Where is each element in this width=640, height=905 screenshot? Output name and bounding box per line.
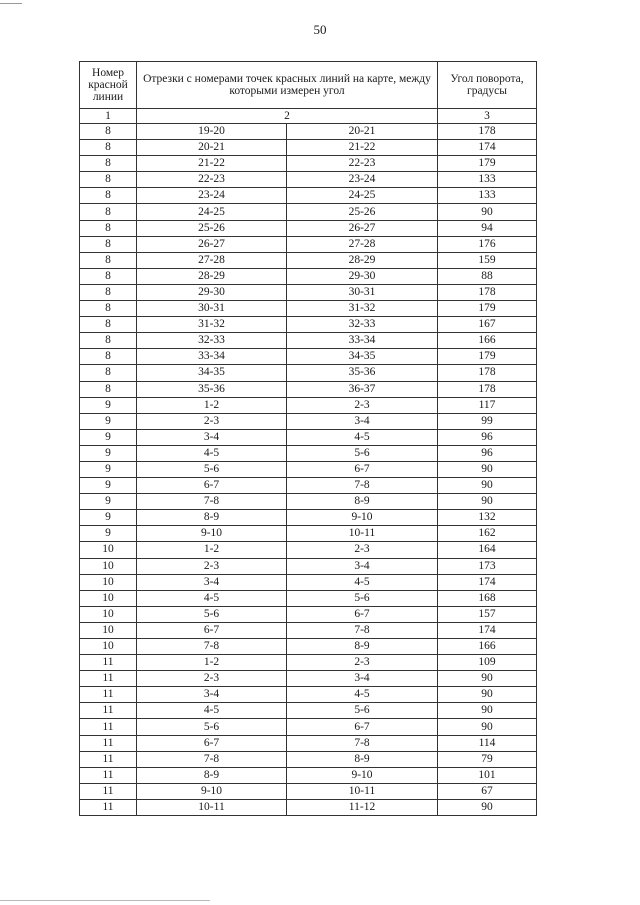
line-number-cell: 9: [80, 429, 137, 445]
segment-to-cell: 6-7: [287, 461, 438, 477]
segment-from-cell: 4-5: [137, 590, 287, 606]
segment-from-cell: 33-34: [137, 349, 287, 365]
table-row: [80, 574, 537, 590]
table-row: [80, 590, 537, 606]
segment-from-cell: 21-22: [137, 156, 287, 172]
line-number-cell: 8: [80, 268, 137, 284]
header-line-number: Номер красной линии: [80, 62, 137, 109]
column-number-row: [80, 109, 537, 124]
angle-cell: 67: [438, 783, 537, 799]
segment-from-cell: 26-27: [137, 236, 287, 252]
line-number-cell: 10: [80, 590, 137, 606]
table-row: [80, 317, 537, 333]
segment-to-cell: 6-7: [287, 719, 438, 735]
segment-from-cell: 1-2: [137, 655, 287, 671]
table-header-row: [80, 62, 537, 109]
segment-from-cell: 9-10: [137, 526, 287, 542]
segment-from-cell: 2-3: [137, 671, 287, 687]
angle-cell: 133: [438, 172, 537, 188]
table-row: [80, 349, 537, 365]
line-number-cell: 9: [80, 510, 137, 526]
table-row: [80, 124, 537, 140]
segment-from-cell: 6-7: [137, 735, 287, 751]
line-number-cell: 8: [80, 317, 137, 333]
line-number-cell: 10: [80, 542, 137, 558]
segment-to-cell: 22-23: [287, 156, 438, 172]
segment-to-cell: 2-3: [287, 655, 438, 671]
segment-to-cell: 8-9: [287, 639, 438, 655]
segment-from-cell: 7-8: [137, 751, 287, 767]
angle-cell: 101: [438, 767, 537, 783]
segment-to-cell: 10-11: [287, 783, 438, 799]
page-number: 50: [313, 22, 327, 37]
red-lines-angle-table: [79, 61, 537, 816]
segment-to-cell: 9-10: [287, 510, 438, 526]
angle-cell: 164: [438, 542, 537, 558]
table-row: [80, 365, 537, 381]
header-segments: Отрезки с номерами точек красных линий на карте, между которыми измерен угол: [137, 62, 438, 109]
line-number-cell: 10: [80, 606, 137, 622]
segment-to-cell: 5-6: [287, 703, 438, 719]
table-row: [80, 639, 537, 655]
angle-cell: 168: [438, 590, 537, 606]
line-number-cell: 11: [80, 671, 137, 687]
segment-from-cell: 1-2: [137, 542, 287, 558]
segment-to-cell: 4-5: [287, 574, 438, 590]
line-number-cell: 8: [80, 284, 137, 300]
angle-cell: 90: [438, 719, 537, 735]
segment-from-cell: 27-28: [137, 252, 287, 268]
segment-to-cell: 32-33: [287, 317, 438, 333]
angle-cell: 96: [438, 445, 537, 461]
angle-cell: 88: [438, 268, 537, 284]
angle-cell: 133: [438, 188, 537, 204]
table-body: [80, 124, 537, 816]
segment-to-cell: 3-4: [287, 558, 438, 574]
angle-cell: 174: [438, 622, 537, 638]
header-angle: Угол поворота, градусы: [438, 62, 537, 109]
segment-from-cell: 22-23: [137, 172, 287, 188]
segment-to-cell: 2-3: [287, 397, 438, 413]
line-number-cell: 10: [80, 574, 137, 590]
angle-cell: 159: [438, 252, 537, 268]
line-number-cell: 10: [80, 622, 137, 638]
segment-from-cell: 4-5: [137, 445, 287, 461]
segment-from-cell: 30-31: [137, 301, 287, 317]
angle-cell: 90: [438, 703, 537, 719]
segment-to-cell: 36-37: [287, 381, 438, 397]
segment-to-cell: 7-8: [287, 735, 438, 751]
line-number-cell: 11: [80, 719, 137, 735]
segment-from-cell: 29-30: [137, 284, 287, 300]
angle-cell: 90: [438, 687, 537, 703]
line-number-cell: 8: [80, 220, 137, 236]
segment-to-cell: 7-8: [287, 478, 438, 494]
segment-from-cell: 32-33: [137, 333, 287, 349]
angle-cell: 114: [438, 735, 537, 751]
table-row: [80, 252, 537, 268]
segment-to-cell: 4-5: [287, 687, 438, 703]
table-row: [80, 799, 537, 815]
segment-to-cell: 8-9: [287, 751, 438, 767]
line-number-cell: 10: [80, 639, 137, 655]
line-number-cell: 11: [80, 655, 137, 671]
table-row: [80, 671, 537, 687]
angle-cell: 166: [438, 333, 537, 349]
table-row: [80, 301, 537, 317]
segment-from-cell: 2-3: [137, 413, 287, 429]
line-number-cell: 11: [80, 783, 137, 799]
table-row: [80, 220, 537, 236]
table-row: [80, 526, 537, 542]
table-row: [80, 783, 537, 799]
segment-from-cell: 5-6: [137, 719, 287, 735]
segment-to-cell: 4-5: [287, 429, 438, 445]
line-number-cell: 11: [80, 735, 137, 751]
segment-to-cell: 26-27: [287, 220, 438, 236]
segment-from-cell: 28-29: [137, 268, 287, 284]
line-number-cell: 10: [80, 558, 137, 574]
segment-from-cell: 4-5: [137, 703, 287, 719]
segment-to-cell: 21-22: [287, 140, 438, 156]
line-number-cell: 11: [80, 799, 137, 815]
segment-to-cell: 35-36: [287, 365, 438, 381]
table-row: [80, 413, 537, 429]
segment-from-cell: 35-36: [137, 381, 287, 397]
table-row: [80, 719, 537, 735]
table-row: [80, 429, 537, 445]
table-row: [80, 381, 537, 397]
angle-cell: 178: [438, 365, 537, 381]
segment-to-cell: 20-21: [287, 124, 438, 140]
segment-from-cell: 23-24: [137, 188, 287, 204]
angle-cell: 99: [438, 413, 537, 429]
table-row: [80, 735, 537, 751]
segment-from-cell: 3-4: [137, 687, 287, 703]
table-row: [80, 494, 537, 510]
segment-from-cell: 5-6: [137, 606, 287, 622]
angle-cell: 90: [438, 671, 537, 687]
column-number: 2: [137, 109, 438, 124]
segment-to-cell: 31-32: [287, 301, 438, 317]
line-number-cell: 11: [80, 751, 137, 767]
table-row: [80, 558, 537, 574]
table-row: [80, 478, 537, 494]
angle-cell: 109: [438, 655, 537, 671]
segment-from-cell: 34-35: [137, 365, 287, 381]
table-row: [80, 268, 537, 284]
scan-edge-mark: [0, 3, 22, 4]
line-number-cell: 11: [80, 687, 137, 703]
table-row: [80, 397, 537, 413]
segment-from-cell: 5-6: [137, 461, 287, 477]
segment-to-cell: 3-4: [287, 413, 438, 429]
table-row: [80, 188, 537, 204]
segment-to-cell: 9-10: [287, 767, 438, 783]
line-number-cell: 8: [80, 252, 137, 268]
line-number-cell: 9: [80, 478, 137, 494]
line-number-cell: 9: [80, 494, 137, 510]
angle-cell: 94: [438, 220, 537, 236]
segment-from-cell: 2-3: [137, 558, 287, 574]
table-row: [80, 445, 537, 461]
line-number-cell: 8: [80, 349, 137, 365]
angle-cell: 90: [438, 204, 537, 220]
angle-cell: 176: [438, 236, 537, 252]
table-row: [80, 606, 537, 622]
angle-cell: 179: [438, 349, 537, 365]
table-row: [80, 236, 537, 252]
column-number: 1: [80, 109, 137, 124]
segment-from-cell: 3-4: [137, 574, 287, 590]
segment-from-cell: 25-26: [137, 220, 287, 236]
table-row: [80, 622, 537, 638]
line-number-cell: 8: [80, 140, 137, 156]
line-number-cell: 8: [80, 301, 137, 317]
segment-to-cell: 2-3: [287, 542, 438, 558]
segment-to-cell: 10-11: [287, 526, 438, 542]
segment-to-cell: 28-29: [287, 252, 438, 268]
angle-cell: 178: [438, 381, 537, 397]
angle-cell: 162: [438, 526, 537, 542]
segment-to-cell: 6-7: [287, 606, 438, 622]
table-row: [80, 542, 537, 558]
segment-to-cell: 34-35: [287, 349, 438, 365]
line-number-cell: 8: [80, 236, 137, 252]
segment-from-cell: 7-8: [137, 494, 287, 510]
line-number-cell: 9: [80, 445, 137, 461]
segment-from-cell: 10-11: [137, 799, 287, 815]
table-row: [80, 284, 537, 300]
table-row: [80, 333, 537, 349]
angle-cell: 90: [438, 478, 537, 494]
segment-from-cell: 9-10: [137, 783, 287, 799]
line-number-cell: 8: [80, 381, 137, 397]
line-number-cell: 8: [80, 156, 137, 172]
angle-cell: 157: [438, 606, 537, 622]
line-number-cell: 9: [80, 397, 137, 413]
angle-cell: 174: [438, 140, 537, 156]
segment-to-cell: 11-12: [287, 799, 438, 815]
table-row: [80, 655, 537, 671]
segment-from-cell: 3-4: [137, 429, 287, 445]
scan-edge-mark: [0, 900, 210, 901]
segment-from-cell: 8-9: [137, 767, 287, 783]
column-number: 3: [438, 109, 537, 124]
segment-to-cell: 30-31: [287, 284, 438, 300]
table-row: [80, 156, 537, 172]
segment-to-cell: 29-30: [287, 268, 438, 284]
angle-cell: 132: [438, 510, 537, 526]
line-number-cell: 11: [80, 703, 137, 719]
angle-cell: 167: [438, 317, 537, 333]
line-number-cell: 9: [80, 413, 137, 429]
angle-cell: 179: [438, 156, 537, 172]
table-row: [80, 510, 537, 526]
segment-to-cell: 5-6: [287, 590, 438, 606]
segment-to-cell: 8-9: [287, 494, 438, 510]
angle-cell: 178: [438, 284, 537, 300]
segment-from-cell: 20-21: [137, 140, 287, 156]
line-number-cell: 8: [80, 204, 137, 220]
line-number-cell: 9: [80, 526, 137, 542]
table-row: [80, 703, 537, 719]
segment-from-cell: 6-7: [137, 622, 287, 638]
segment-from-cell: 6-7: [137, 478, 287, 494]
segment-to-cell: 27-28: [287, 236, 438, 252]
table-row: [80, 140, 537, 156]
segment-to-cell: 23-24: [287, 172, 438, 188]
angle-cell: 90: [438, 461, 537, 477]
angle-cell: 117: [438, 397, 537, 413]
segment-from-cell: 24-25: [137, 204, 287, 220]
table-row: [80, 751, 537, 767]
table-row: [80, 461, 537, 477]
segment-to-cell: 33-34: [287, 333, 438, 349]
segment-from-cell: 1-2: [137, 397, 287, 413]
segment-to-cell: 25-26: [287, 204, 438, 220]
segment-to-cell: 5-6: [287, 445, 438, 461]
line-number-cell: 9: [80, 461, 137, 477]
angle-cell: 179: [438, 301, 537, 317]
line-number-cell: 8: [80, 172, 137, 188]
table-row: [80, 172, 537, 188]
line-number-cell: 8: [80, 124, 137, 140]
angle-cell: 178: [438, 124, 537, 140]
segment-from-cell: 19-20: [137, 124, 287, 140]
angle-cell: 96: [438, 429, 537, 445]
table-row: [80, 687, 537, 703]
angle-cell: 90: [438, 494, 537, 510]
segment-from-cell: 8-9: [137, 510, 287, 526]
line-number-cell: 11: [80, 767, 137, 783]
segment-to-cell: 7-8: [287, 622, 438, 638]
table-row: [80, 204, 537, 220]
angle-cell: 174: [438, 574, 537, 590]
segment-from-cell: 7-8: [137, 639, 287, 655]
segment-to-cell: 24-25: [287, 188, 438, 204]
angle-cell: 79: [438, 751, 537, 767]
line-number-cell: 8: [80, 188, 137, 204]
segment-from-cell: 31-32: [137, 317, 287, 333]
angle-cell: 166: [438, 639, 537, 655]
segment-to-cell: 3-4: [287, 671, 438, 687]
angle-cell: 90: [438, 799, 537, 815]
table-row: [80, 767, 537, 783]
line-number-cell: 8: [80, 333, 137, 349]
angle-cell: 173: [438, 558, 537, 574]
line-number-cell: 8: [80, 365, 137, 381]
